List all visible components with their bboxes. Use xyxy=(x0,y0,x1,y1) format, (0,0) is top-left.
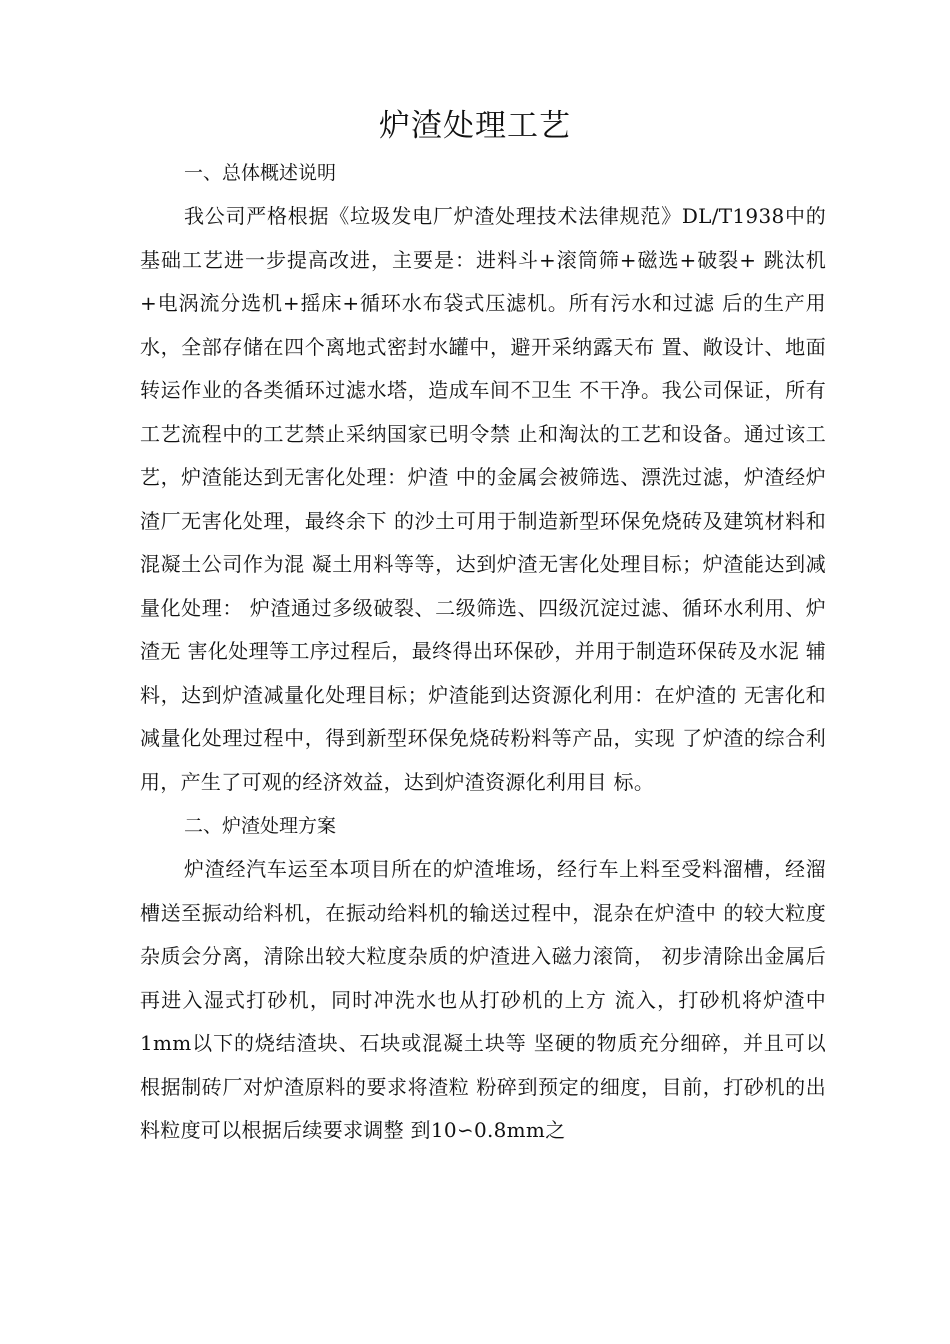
document-body xyxy=(140,151,826,1153)
section-heading: 二、炉渣处理方案 xyxy=(184,815,337,837)
document-title: 炉渣处理工艺 xyxy=(379,108,571,144)
section-paragraph: 炉渣经汽车运至本项目所在的炉渣堆场，经行车上料至受料溜槽，经溜槽送至振动给料机，在振动给料机的输送过程中，混杂在炉渣中 的较大粒度杂质会分离，清除出较大粒度杂质的炉渣进入磁力滚筒， 初步清除出金属后再进入湿式打砂机，同时冲洗水也从打砂机的上方 流入，打砂机将炉渣中1mm以下的烧结渣块、石块或混凝土块等 坚硬的物质充分细碎，并且可以根据制砖厂对炉渣原料的要求将渣粒 粉碎到预定的细度，目前，打砂机的出料粒度可以根据后续要求调整 到10∽0.8mm之 xyxy=(140,857,826,1142)
section-heading: 一、总体概述说明 xyxy=(184,162,337,184)
section-paragraph: 我公司严格根据《垃圾发电厂炉渣处理技术法律规范》DL/T1938中的基础工艺进一步提高改进，主要是：进料斗+滚筒筛+磁选+破裂+ 跳汰机+电涡流分选机+摇床+循环水布袋式压滤机。所有污水和过滤 后的生产用水，全部存储在四个离地式密封水罐中，避开采纳露天布 置、敞设计、地面转运作业的各类循环过滤水塔，造成车间不卫生 不干净。我公司保证，所有工艺流程中的工艺禁止采纳国家已明令禁 止和淘汰的工艺和设备。通过该工艺，炉渣能达到无害化处理：炉渣 中的金属会被筛选、漂洗过滤，炉渣经炉渣厂无害化处理，最终余下 的沙土可用于制造新型环保免烧砖及建筑材料和混凝土公司作为混 凝土用料等等，达到炉渣无害化处理目标；炉渣能达到减量化处理： 炉渣通过多级破裂、二级筛选、四级沉淀过滤、循环水利用、炉渣无 害化处理等工序过程后，最终得出环保砂，并用于制造环保砖及水泥 辅料，达到炉渣减量化处理目标；炉渣能到达资源化利用：在炉渣的 无害化和减量化处理过程中，得到新型环保免烧砖粉料等产品，实现 了炉渣的综合利用，产生了可观的经济效益，达到炉渣资源化利用目 标。 xyxy=(140,204,826,794)
section-overview xyxy=(140,151,826,804)
section-treatment-plan xyxy=(140,804,826,1153)
